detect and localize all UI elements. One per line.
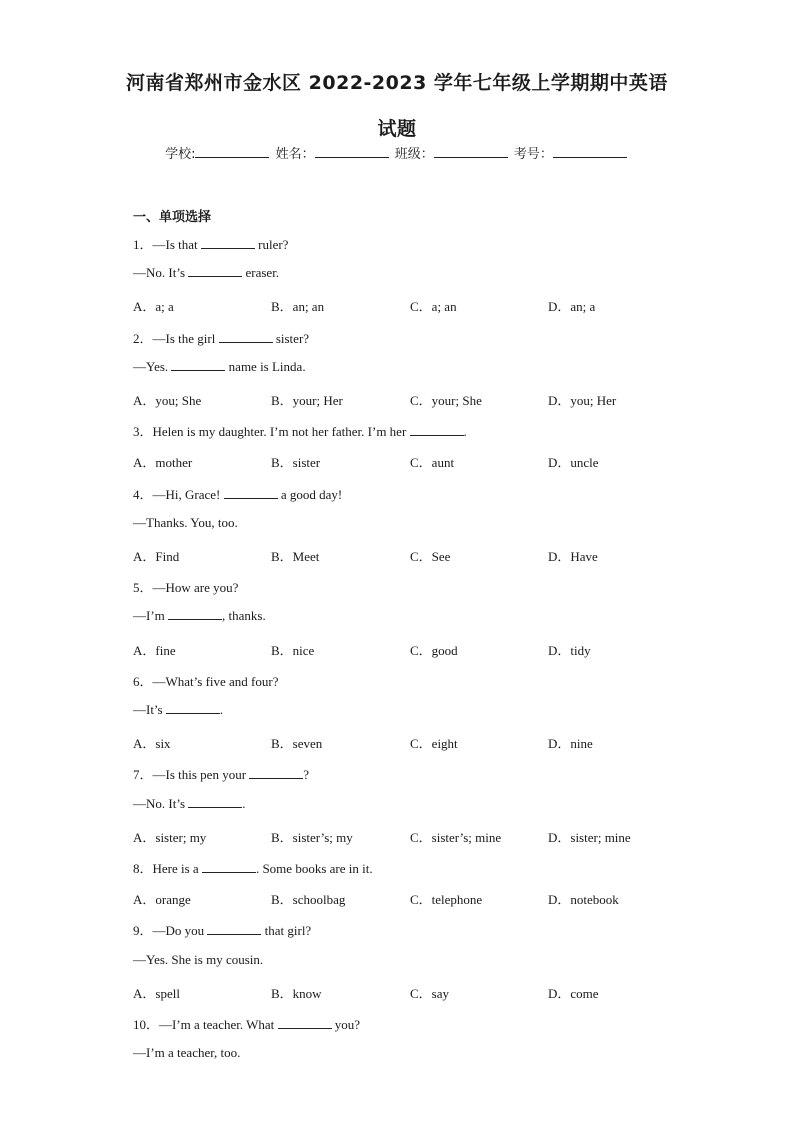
question-7-line-1 [133, 764, 309, 783]
question-text: 9．—Do you [133, 923, 208, 939]
answer-blank[interactable] [410, 424, 464, 436]
question-4-option-a[interactable]: A．Find [133, 549, 180, 564]
question-text: 6．—What’s five and four? [133, 673, 279, 689]
student-info-row [0, 143, 794, 162]
question-text: 10．—I’m a teacher. What [133, 1017, 278, 1032]
section-heading: 一、单项选择 [133, 210, 212, 225]
school-blank[interactable] [195, 145, 269, 158]
question-6-line-1 [133, 671, 278, 690]
question-text: —Thanks. You, too. [133, 514, 238, 530]
question-4-line-1 [133, 484, 342, 503]
question-8-option-c[interactable]: C．telephone [410, 892, 483, 908]
question-7-option-d[interactable]: D．sister; mine [548, 829, 631, 845]
answer-blank[interactable] [201, 237, 255, 249]
question-text: —Yes. [133, 358, 172, 374]
question-1-option-c[interactable]: C．a; an [410, 299, 457, 315]
question-4-option-c[interactable]: C．See [410, 549, 451, 564]
question-7-option-b[interactable]: B．sister’s; my [271, 829, 353, 845]
question-8-option-b[interactable]: B．schoolbag [271, 892, 346, 908]
question-text: . [219, 702, 224, 717]
exam-title-line1: 河南省郑州市金水区 2022-2023 学年七年级上学期期中英语 [126, 72, 668, 94]
question-text: you? [331, 1017, 361, 1032]
question-text: . [242, 795, 246, 811]
question-9-option-b[interactable]: B．know [271, 985, 322, 1001]
question-text: ? [303, 767, 310, 783]
question-9-option-a[interactable]: A．spell [133, 985, 180, 1001]
question-2-option-c[interactable]: C．your; She [410, 393, 482, 408]
question-text: —Yes. She is my cousin. [133, 951, 264, 967]
question-9-option-d[interactable]: D．come [548, 985, 599, 1001]
question-5-line-1 [133, 577, 238, 596]
question-5-option-b[interactable]: B．nice [271, 642, 315, 658]
question-text: name is Linda. [225, 358, 306, 374]
question-text: sister? [272, 330, 310, 346]
question-4-line-2 [133, 515, 238, 531]
question-text: 8．Here is a [133, 861, 202, 876]
question-text: . [463, 424, 467, 440]
question-10-line-1 [133, 1014, 360, 1033]
question-5-option-d[interactable]: D．tidy [548, 642, 591, 658]
question-6-option-d[interactable]: D．nine [548, 736, 593, 752]
school-label: 学校: [165, 147, 196, 162]
question-2-option-a[interactable]: A．you; She [133, 393, 202, 408]
question-3-option-c[interactable]: C．aunt [410, 455, 455, 471]
question-text: . Some books are in it. [255, 861, 373, 876]
question-6-option-b[interactable]: B．seven [271, 736, 323, 752]
question-1-option-a[interactable]: A．a; a [133, 299, 174, 315]
question-text: —No. It’s [133, 795, 189, 811]
question-2-option-d[interactable]: D．you; Her [548, 393, 617, 408]
question-text: 4．—Hi, Grace! [133, 486, 224, 502]
answer-blank[interactable] [202, 861, 256, 873]
question-2-option-b[interactable]: B．your; Her [271, 393, 343, 408]
question-5-line-2 [133, 608, 266, 624]
question-9-option-c[interactable]: C．say [410, 985, 450, 1001]
answer-blank[interactable] [188, 265, 242, 277]
question-7-line-2 [133, 796, 246, 812]
question-6-line-2 [133, 702, 223, 718]
question-3-option-a[interactable]: A．mother [133, 455, 193, 471]
question-1-line-2 [133, 265, 279, 281]
name-blank[interactable] [315, 145, 389, 158]
answer-blank[interactable] [166, 702, 220, 714]
answer-blank[interactable] [278, 1017, 332, 1029]
question-text: 7．—Is this pen your [133, 767, 250, 783]
question-7-option-a[interactable]: A．sister; my [133, 829, 207, 845]
question-text: 2．—Is the girl [133, 330, 219, 346]
question-8-line-1 [133, 858, 373, 877]
question-text: 5．—How are you? [133, 580, 239, 596]
question-4-option-b[interactable]: B．Meet [271, 549, 320, 564]
question-8-option-d[interactable]: D．notebook [548, 892, 619, 908]
question-3-option-d[interactable]: D．uncle [548, 455, 599, 471]
question-1-option-b[interactable]: B．an; an [271, 299, 325, 315]
question-3-line-1 [133, 421, 467, 440]
answer-blank[interactable] [168, 608, 222, 620]
question-text: , thanks. [222, 608, 266, 624]
question-2-line-1 [133, 328, 309, 347]
question-8-option-a[interactable]: A．orange [133, 892, 191, 908]
question-text: —No. It’s [133, 265, 189, 281]
question-3-option-b[interactable]: B．sister [271, 455, 321, 471]
question-6-option-c[interactable]: C．eight [410, 736, 458, 752]
question-10-line-2 [133, 1045, 240, 1061]
answer-blank[interactable] [224, 487, 278, 499]
question-text: eraser. [242, 265, 280, 281]
answer-blank[interactable] [207, 923, 261, 935]
question-7-option-c[interactable]: C．sister’s; mine [410, 829, 502, 845]
answer-blank[interactable] [188, 796, 242, 808]
exam-title-line2: 试题 [377, 118, 417, 140]
question-text: 1．—Is that [133, 237, 201, 252]
exam-number-label: 考号： [513, 147, 553, 162]
class-blank[interactable] [434, 145, 508, 158]
question-text: —I’m [133, 608, 169, 624]
question-text: —It’s [133, 702, 166, 717]
question-2-line-2 [133, 359, 306, 375]
answer-blank[interactable] [219, 331, 273, 343]
question-5-option-a[interactable]: A．fine [133, 642, 176, 658]
answer-blank[interactable] [171, 359, 225, 371]
question-text: —I’m a teacher, too. [133, 1045, 241, 1061]
name-label: 姓名： [275, 147, 315, 162]
answer-blank[interactable] [249, 767, 303, 779]
question-1-line-1 [133, 234, 288, 253]
question-6-option-a[interactable]: A．six [133, 736, 171, 752]
question-9-line-2 [133, 952, 263, 968]
question-5-option-c[interactable]: C．good [410, 642, 458, 658]
question-4-option-d[interactable]: D．Have [548, 549, 598, 564]
question-9-line-1 [133, 920, 311, 939]
class-label: 班级： [394, 147, 434, 162]
question-text: that girl? [261, 923, 312, 939]
exam-number-blank[interactable] [553, 145, 627, 158]
question-text: a good day! [277, 486, 343, 502]
question-text: 3．Helen is my daughter. I’m not her father. I’m her [133, 424, 410, 440]
question-1-option-d[interactable]: D．an; a [548, 299, 596, 315]
question-text: ruler? [254, 237, 289, 252]
